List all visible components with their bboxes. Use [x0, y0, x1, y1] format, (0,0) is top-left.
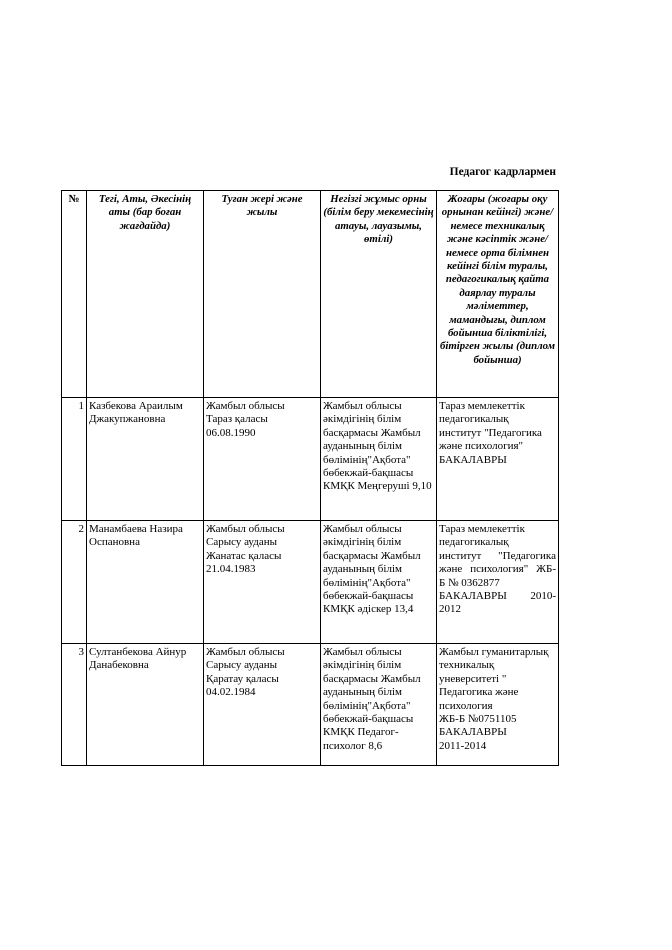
cell-workplace-line: Жамбыл облысы	[323, 523, 402, 535]
row-number: 1	[62, 398, 87, 521]
cell-birth-line: Жамбыл облысы	[206, 400, 285, 412]
cell-workplace-line: басқармасы Жамбыл	[323, 426, 421, 439]
table-row	[62, 521, 559, 644]
cell-education-line: уневерситеті "	[439, 672, 507, 685]
cell-birth	[204, 521, 321, 644]
table-header-row	[62, 191, 559, 398]
cell-education-line: және психология"	[439, 440, 524, 453]
cell-workplace-line: КМҚК Меңгеруші 9,10	[323, 480, 432, 493]
cell-full-name	[87, 521, 204, 644]
cell-workplace-line: бөбекжай-бақшасы	[323, 467, 414, 480]
cell-birth-line: Сарысу ауданы	[206, 536, 277, 549]
cell-birth-line: Жамбыл облысы	[206, 523, 285, 535]
cell-education-line: Тараз мемлекеттік	[439, 400, 525, 412]
cell-full-name-line: Казбекова Араилым	[89, 400, 183, 412]
cell-education-line: БАКАЛАВРЫ	[439, 726, 507, 739]
cell-birth-line: Тараз қаласы	[206, 413, 268, 426]
cell-birth-line: Жамбыл облысы	[206, 646, 285, 658]
page-heading: Педагог кадрлармен	[449, 166, 556, 178]
cell-education-line: Б № 0362877	[439, 576, 500, 589]
cell-full-name	[87, 644, 204, 766]
cell-workplace-line: бөлімінің"Ақбота"	[323, 699, 411, 712]
cell-birth-line: Жанатас қаласы	[206, 549, 282, 562]
cell-birth-line: Қаратау қаласы	[206, 672, 279, 685]
header-workplace: Негізгі жұмыс орны (білім беру мекемесінің атауы, лауазымы, өтілі)	[321, 191, 437, 398]
cell-workplace-line: бөлімінің"Ақбота"	[323, 453, 411, 466]
cell-education-line: институт "Педагогика	[439, 426, 542, 439]
cell-workplace-line: әкімдігінің білім	[323, 659, 402, 672]
cell-education-line: институт "Педагогика	[439, 549, 556, 562]
table-row	[62, 644, 559, 766]
cell-education-line: 2011-2014	[439, 739, 487, 752]
cell-workplace-line: басқармасы Жамбыл	[323, 549, 421, 562]
cell-birth-line: 06.08.1990	[206, 426, 256, 439]
cell-workplace-line: психолог 8,6	[323, 739, 383, 752]
header-number: №	[62, 191, 87, 398]
cell-workplace-line: бөлімінің"Ақбота"	[323, 576, 411, 589]
cell-education-line: 2012	[439, 603, 461, 616]
cell-birth-line: 21.04.1983	[206, 563, 256, 576]
cell-workplace-line: әкімдігінің білім	[323, 536, 402, 549]
cell-workplace-line: ауданының білім	[323, 440, 402, 453]
cell-education-line: педагогикалық	[439, 536, 509, 549]
cell-birth	[204, 644, 321, 766]
cell-education-line: педагогикалық	[439, 413, 509, 426]
cell-full-name-line: Данабековна	[89, 659, 149, 672]
cell-birth-line: Сарысу ауданы	[206, 659, 277, 672]
cell-education-line: техникалық	[439, 659, 495, 672]
cell-full-name-line: Оспановна	[89, 536, 140, 549]
cell-workplace	[321, 521, 437, 644]
table-row	[62, 398, 559, 521]
cell-birth-line: 04.02.1984	[206, 686, 256, 699]
cell-education	[437, 398, 559, 521]
cell-workplace-line: КМҚК әдіскер 13,4	[323, 603, 414, 616]
header-birth: Туған жері және жылы	[204, 191, 321, 398]
staff-table	[61, 190, 559, 766]
cell-workplace-line: Жамбыл облысы	[323, 646, 402, 658]
cell-education-line: ЖБ-Б №0751105	[439, 713, 517, 726]
cell-workplace	[321, 644, 437, 766]
row-number: 3	[62, 644, 87, 766]
cell-education-line: Педагогика және	[439, 686, 519, 699]
cell-workplace	[321, 398, 437, 521]
cell-workplace-line: басқармасы Жамбыл	[323, 672, 421, 685]
cell-workplace-line: ауданының білім	[323, 563, 402, 576]
row-number: 2	[62, 521, 87, 644]
cell-education-line: Тараз мемлекеттік	[439, 523, 525, 535]
header-education: Жоғары (жоғары оқу орнынан кейінгі) және/немесе техникалық және кәсіптік және/немесе орта білімнен кейінгі білім туралы, педагогикалық қайта даярлау туралы мәліметтер, мамандығы, диплом бойынша біліктілігі, бітірген жылы (диплом бойынша)	[437, 191, 559, 398]
cell-workplace-line: бөбекжай-бақшасы	[323, 590, 414, 603]
cell-education	[437, 521, 559, 644]
cell-workplace-line: бөбекжай-бақшасы	[323, 713, 414, 726]
cell-workplace-line: әкімдігінің білім	[323, 413, 402, 426]
cell-education-line: және психология" ЖБ-	[439, 563, 556, 576]
cell-birth	[204, 398, 321, 521]
cell-full-name-line: Султанбекова Айнур	[89, 646, 187, 658]
cell-full-name-line: Манамбаева Назира	[89, 523, 183, 535]
cell-education-line: Жамбыл гуманитарлық	[439, 646, 549, 658]
cell-education	[437, 644, 559, 766]
cell-workplace-line: КМҚК Педагог-	[323, 726, 399, 739]
cell-workplace-line: Жамбыл облысы	[323, 400, 402, 412]
header-full-name: Тегі, Аты, Әкесінің аты (бар боған жағдайда)	[87, 191, 204, 398]
cell-education-line: психология	[439, 699, 493, 712]
cell-full-name	[87, 398, 204, 521]
cell-workplace-line: ауданының білім	[323, 686, 402, 699]
cell-education-line: БАКАЛАВРЫ 2010-	[439, 590, 556, 603]
cell-education-line: БАКАЛАВРЫ	[439, 453, 507, 466]
cell-full-name-line: Джакупжановна	[89, 413, 166, 426]
